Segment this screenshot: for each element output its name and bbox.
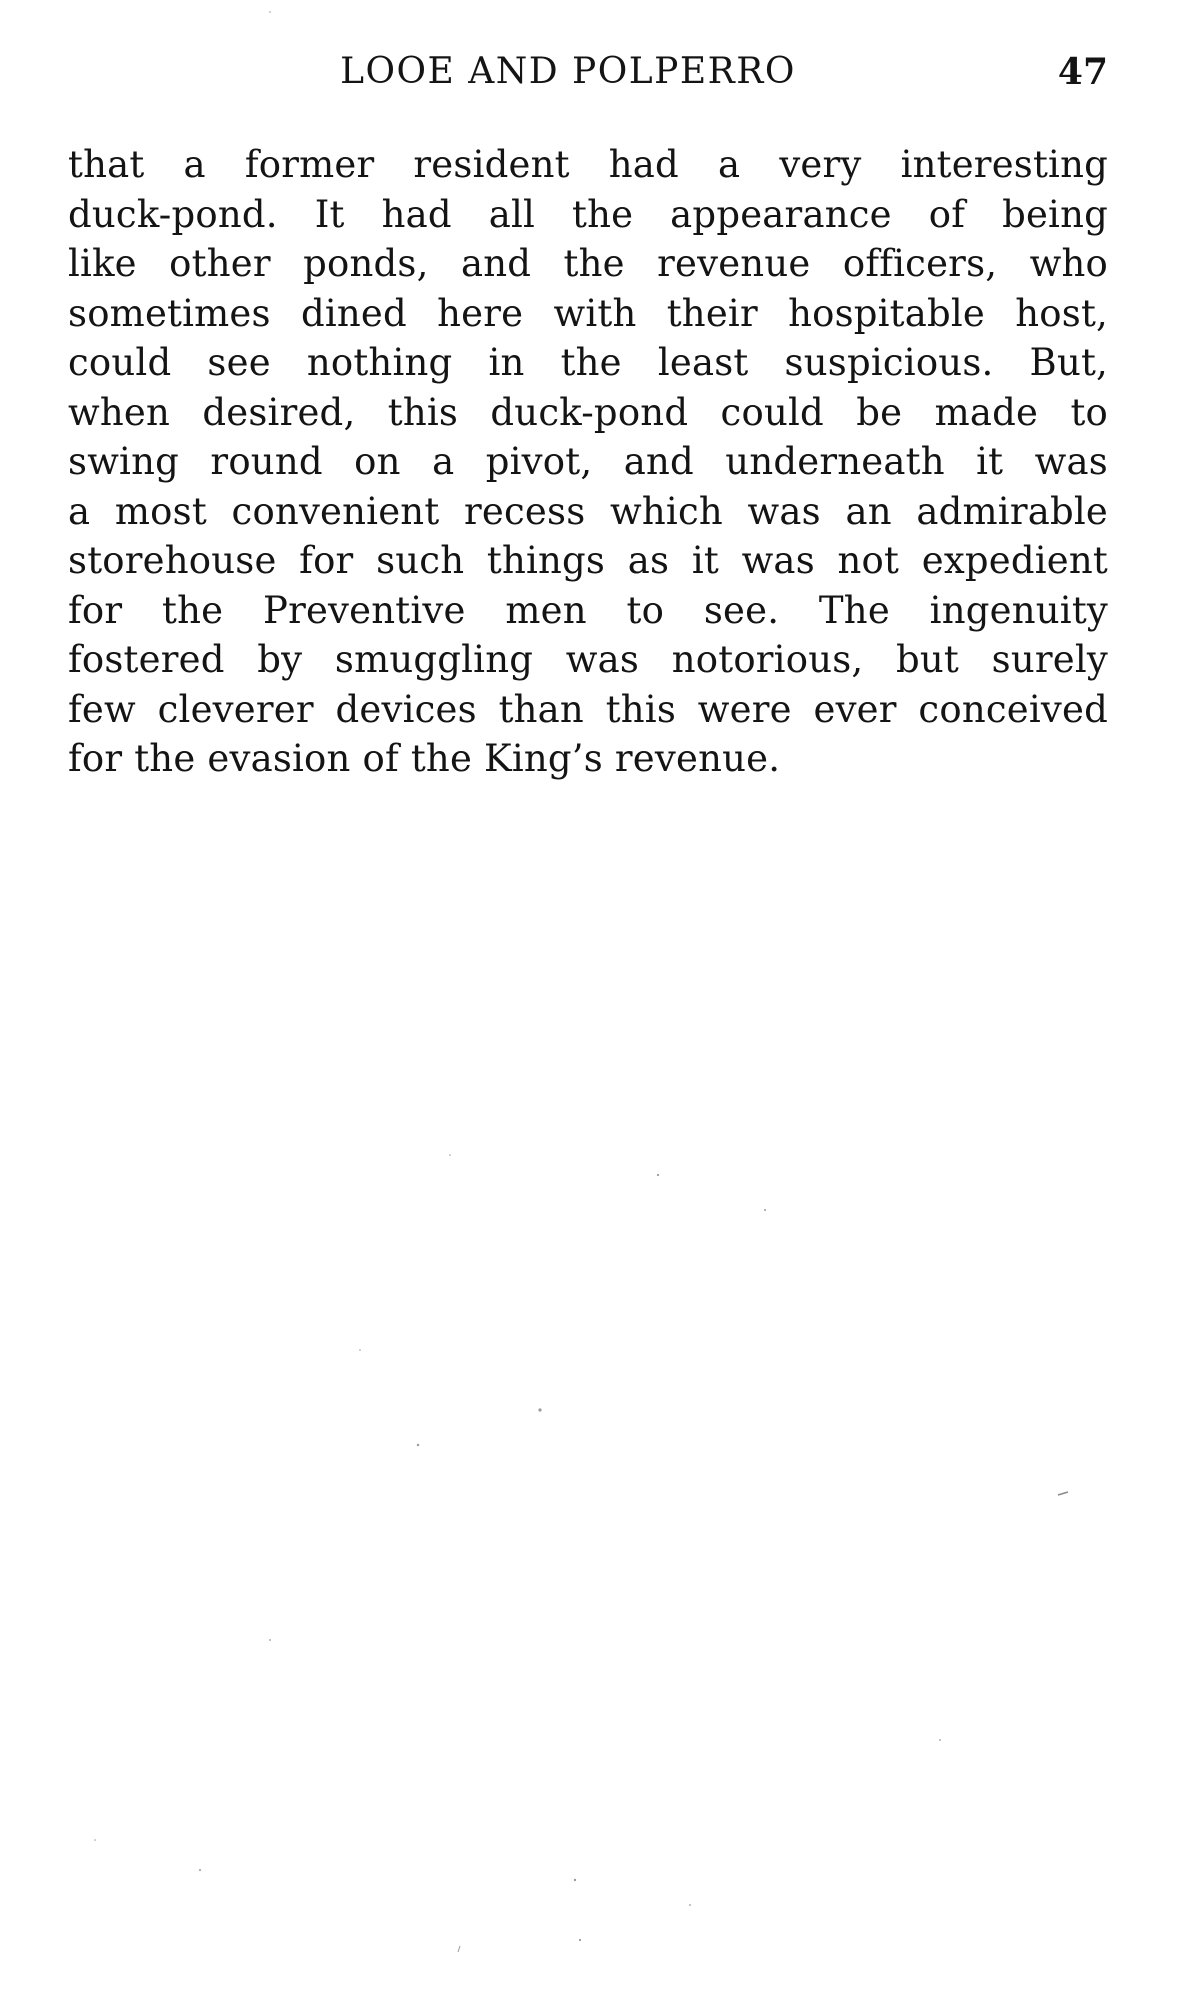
text-line-last: for the evasion of the King’s revenue. [68,737,781,780]
text-line: like other ponds, and the revenue officers, who [68,242,1108,285]
text-line: could see nothing in the least suspicious. But, [68,341,1108,384]
text-line: few cleverer devices than this were ever conceived [68,687,1108,731]
text-line: swing round on a pivot, and underneath it was [68,440,1108,483]
running-head [68,44,1108,100]
text-line: duck-pond. It had all the appearance of being [68,192,1108,236]
text-line: that a former resident had a very interesting [68,143,1108,186]
text-line: storehouse for such things as it was not expedient [68,539,1108,582]
text-line: sometimes dined here with their hospitable host, [68,291,1108,335]
text-line: when desired, this duck-pond could be made to [68,390,1108,434]
text-line: a most convenient recess which was an admirable [68,489,1108,533]
text-line: for the Preventive men to see. The ingenuity [68,588,1108,632]
page-number: 47 [1057,51,1108,93]
text-line: fostered by smuggling was notorious, but surely [68,638,1108,681]
running-title: LOOE AND POLPERRO [340,51,796,92]
body-paragraph [68,140,1108,784]
